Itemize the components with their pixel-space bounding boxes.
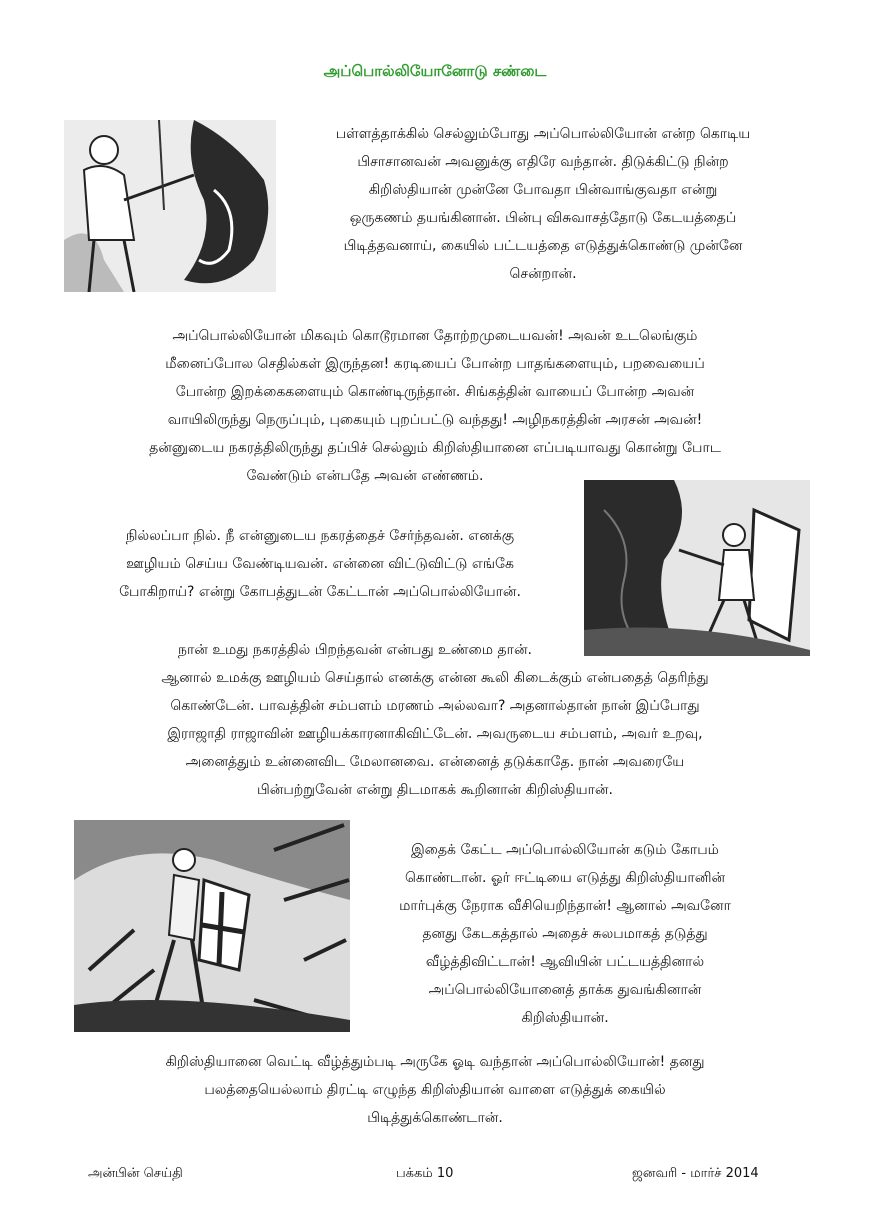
page-title: அப்பொல்லியோனோடு சண்டை: [323, 62, 547, 80]
paragraph-6: கிறிஸ்தியானை வெட்டி வீழ்த்தும்படி அருகே ஓடி வந்தான் அப்பொல்லியோன்! தனது பலத்தையெல்லாம் திரட்டி எழுந்த கிறிஸ்தியான் வாளை எடுத்துக் கையில் பிடித்துக்கொண்டான்.: [165, 1054, 705, 1126]
paragraph-5: இதைக் கேட்ட அப்பொல்லியோன் கடும் கோபம் கொண்டான். ஓர் ஈட்டியை எடுத்து கிறிஸ்தியானின் மார்புக்கு நேராக வீசியெறிந்தான்! ஆனால் அவனோ தனது கேடகத்தால் அதைச் சுலபமாகத் தடுத்து வீழ்த்திவிட்டான்! ஆவியின் பட்டயத்தினால் அப்பொல்லியோனைத் தாக்க துவங்கினான் கிறிஸ்தியான்.: [399, 842, 731, 1026]
paragraph-4: நான் உமது நகரத்தில் பிறந்தவன் என்பது உண்மை தான். ஆனால் உமக்கு ஊழியம் செய்தால் எனக்கு என்ன கூலி கிடைக்கும் என்பதைத் தெரிந்து கொண்டேன். பாவத்தின் சம்பளம் மரணம் அல்லவா? அதனால்தான் நான் இப்போது இராஜாதி ராஜாவின் ஊழியக்காரனாகிவிட்டேன். அவருடைய சம்பளம், அவர் உறவு, அனைத்தும் உன்னைவிட மேலானவை. என்னைத் தடுக்காதே. நான் அவரையே பின்பற்றுவேன் என்று திடமாகக் கூறினான் கிறிஸ்தியான்.: [161, 642, 709, 798]
footer-issue-date: ஜனவரி - மார்ச் 2014: [632, 1166, 759, 1181]
paragraph-2: அப்பொல்லியோன் மிகவும் கொடூரமான தோற்றமுடையவன்! அவன் உடலெங்கும் மீனைப்போல செதில்கள் இருந்தன! கரடியைப் போன்ற பாதங்களையும், பறவையைப் போன்ற இறக்கைகளையும் கொண்டிருந்தான். சிங்கத்தின் வாயைப் போன்ற அவன் வாயிலிருந்து நெருப்பும், புகையும் புறப்பட்டு வந்தது! அழிநகரத்தின் அரசன் அவன்! தன்னுடைய நகரத்திலிருந்து தப்பிச் செல்லும் கிறிஸ்தியானை எப்படியாவது கொன்று போட வேண்டும் என்பதே அவன் எண்ணம்.: [149, 328, 721, 484]
illustration-pilgrim-with-shield: [584, 480, 810, 656]
illustration-pilgrim-blocking-darts: [74, 820, 350, 1032]
footer-page-number: பக்கம் 10: [396, 1166, 454, 1181]
illustration-pilgrim-meets-apollyon: [64, 120, 276, 292]
paragraph-1: பள்ளத்தாக்கில் செல்லும்போது அப்பொல்லியோன் என்ற கொடிய பிசாசானவன் அவனுக்கு எதிரே வந்தான். திடுக்கிட்டு நின்ற கிறிஸ்தியான் முன்னே போவதா பின்வாங்குவதா என்று ஒருகணம் தயங்கினான். பின்பு விசுவாசத்தோடு கேடயத்தைப் பிடித்தவனாய், கையில் பட்டயத்தை எடுத்துக்கொண்டு முன்னே சென்றான்.: [335, 126, 751, 282]
paragraph-3: நில்லப்பா நில். நீ என்னுடைய நகரத்தைச் சேர்ந்தவன். எனக்கு ஊழியம் செய்ய வேண்டியவன். என்னை விட்டுவிட்டு எங்கே போகிறாய்? என்று கோபத்துடன் கேட்டான் அப்பொல்லியோன்.: [119, 528, 521, 600]
footer-publication-name: அன்பின் செய்தி: [88, 1166, 183, 1181]
